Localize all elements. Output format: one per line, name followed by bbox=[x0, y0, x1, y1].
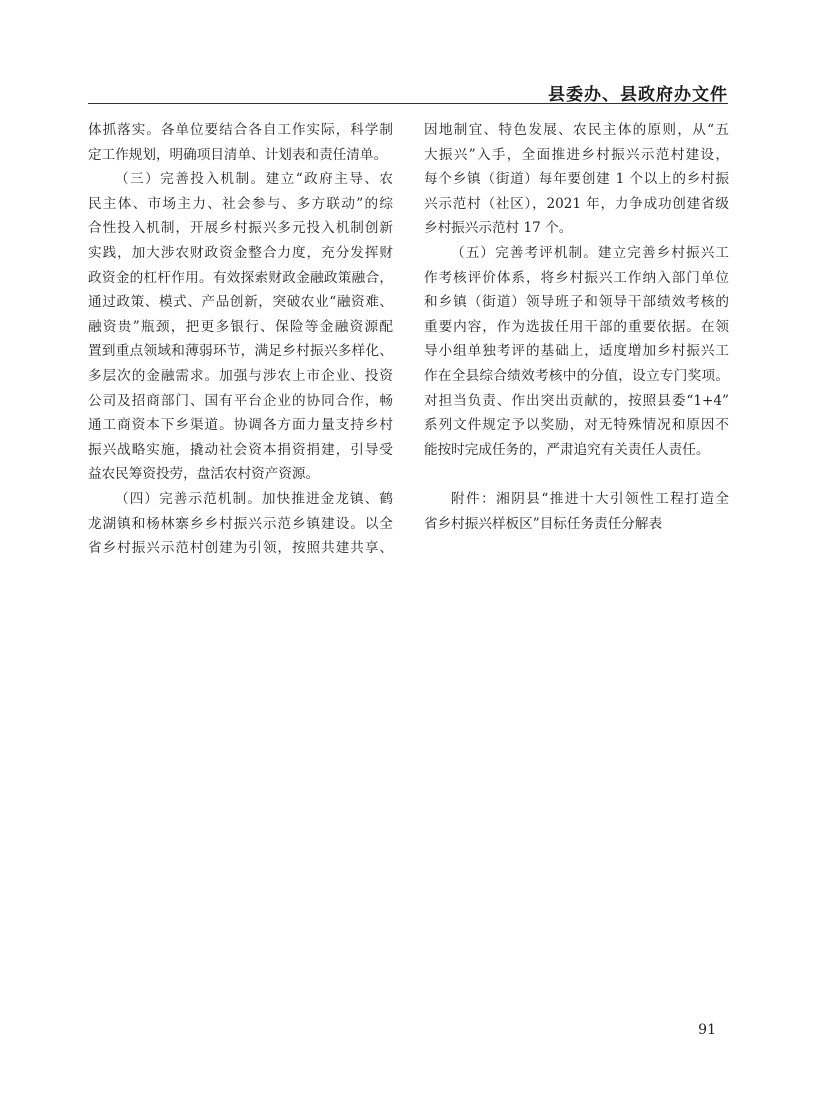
right-text-column bbox=[424, 118, 729, 536]
text-line: （五）完善考评机制。建立完善乡村振兴工 bbox=[451, 244, 729, 261]
text-line: 政资金的杠杆作用。有效探索财政金融政策融合， bbox=[88, 269, 393, 286]
text-line: 每个乡镇（街道）每年要创建 1 个以上的乡村振 bbox=[424, 171, 729, 188]
text-line: 系列文件规定予以奖励，对无特殊情况和原因不 bbox=[424, 417, 729, 434]
text-line: 公司及招商部门、国有平台企业的协同合作，畅 bbox=[88, 392, 393, 409]
document-header-title: 县委办、县政府办文件 bbox=[548, 85, 728, 105]
text-line: 多层次的金融需求。加强与涉农上市企业、投资 bbox=[88, 367, 393, 384]
header-divider bbox=[88, 103, 728, 104]
text-line: 振兴战略实施，撬动社会资本捐资捐建，引导受 bbox=[88, 441, 393, 458]
text-line: 对担当负责、作出突出贡献的，按照县委“1+4” bbox=[424, 392, 729, 409]
text-line: 实践，加大涉农财政资金整合力度，充分发挥财 bbox=[88, 244, 393, 261]
text-line: 通过政策、模式、产品创新，突破农业“融资难、 bbox=[88, 294, 393, 311]
text-line: 大振兴”入手，全面推进乡村振兴示范村建设， bbox=[424, 146, 729, 163]
text-line: 置到重点领域和薄弱环节，满足乡村振兴多样化、 bbox=[88, 343, 393, 360]
text-line: （四）完善示范机制。加快推进金龙镇、鹤 bbox=[115, 490, 393, 507]
text-line: 因地制宜、特色发展、农民主体的原则，从“五 bbox=[424, 122, 729, 138]
paragraph-gap bbox=[424, 462, 729, 487]
text-line: 省乡村振兴示范村创建为引领，按照共建共享、 bbox=[88, 540, 393, 557]
text-line: （三）完善投入机制。建立“政府主导、农 bbox=[115, 171, 393, 188]
text-line: 重要内容，作为选拔任用干部的重要依据。在领 bbox=[424, 318, 729, 335]
text-line: 合性投入机制，开展乡村振兴多元投入机制创新 bbox=[88, 220, 393, 237]
text-line: 作在全县综合绩效考核中的分值，设立专门奖项。 bbox=[424, 367, 729, 384]
page-number: 91 bbox=[698, 1022, 716, 1038]
text-line: 附件：湘阴县“推进十大引领性工程打造全 bbox=[451, 490, 729, 507]
text-line: 乡村振兴示范村 17 个。 bbox=[424, 220, 573, 237]
text-line: 体抓落实。各单位要结合各自工作实际，科学制 bbox=[88, 122, 393, 138]
text-line: 能按时完成任务的，严肃追究有关责任人责任。 bbox=[424, 441, 710, 458]
text-line: 益农民筹资投劳，盘活农村资产资源。 bbox=[88, 466, 320, 483]
text-line: 融资贵”瓶颈，把更多银行、保险等金融资源配 bbox=[88, 318, 393, 335]
text-line: 省乡村振兴样板区”目标任务责任分解表 bbox=[424, 515, 663, 532]
text-line: 导小组单独考评的基础上，适度增加乡村振兴工 bbox=[424, 343, 729, 360]
text-line: 定工作规划，明确项目清单、计划表和责任清单。 bbox=[88, 146, 388, 163]
text-line: 和乡镇（街道）领导班子和领导干部绩效考核的 bbox=[424, 294, 729, 311]
text-line: 民主体、市场主力、社会参与、多方联动”的综 bbox=[88, 195, 393, 212]
text-line: 龙湖镇和杨林寨乡乡村振兴示范乡镇建设。以全 bbox=[88, 515, 393, 532]
left-text-column bbox=[88, 118, 393, 561]
text-line: 兴示范村（社区），2021 年，力争成功创建省级 bbox=[424, 195, 729, 212]
text-line: 作考核评价体系，将乡村振兴工作纳入部门单位 bbox=[424, 269, 729, 286]
text-line: 通工商资本下乡渠道。协调各方面力量支持乡村 bbox=[88, 417, 393, 434]
